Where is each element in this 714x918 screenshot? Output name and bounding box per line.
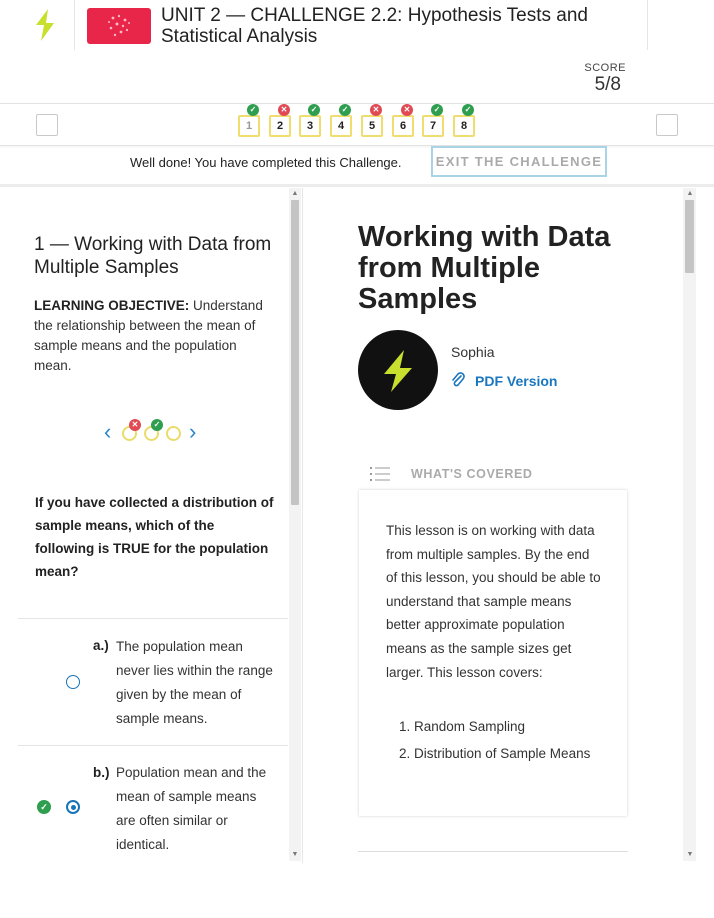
paperclip-icon	[450, 372, 466, 388]
learning-objective	[34, 296, 274, 376]
option-a-radio[interactable]	[66, 675, 80, 689]
check-icon: ✓	[247, 104, 259, 116]
left-scrollbar-thumb[interactable]	[291, 200, 299, 505]
correct-check-icon: ✓	[37, 800, 51, 814]
header-divider-right	[647, 0, 648, 50]
option-a-letter: a.)	[93, 638, 109, 653]
author-avatar	[358, 330, 438, 410]
question-box-4[interactable]: 4	[330, 115, 352, 137]
check-icon: ✓	[308, 104, 320, 116]
objective-text: Understand the relationship between the mean of sample means and the population mean.	[34, 298, 263, 373]
exit-challenge-button[interactable]: EXIT THE CHALLENGE	[431, 146, 607, 177]
check-icon: ✓	[339, 104, 351, 116]
completion-message: Well done! You have completed this Challenge.	[130, 155, 402, 170]
attempt-indicator-3[interactable]	[166, 426, 181, 441]
sophia-logo-icon[interactable]	[32, 8, 58, 42]
list-icon	[370, 466, 390, 482]
scroll-up-icon[interactable]: ▲	[686, 190, 694, 197]
x-icon: ✕	[278, 104, 290, 116]
question-box-1[interactable]: 1	[238, 115, 260, 137]
option-a-text[interactable]: The population mean never lies within the range given by the mean of sample means.	[116, 639, 273, 726]
check-icon: ✓	[151, 419, 163, 431]
x-icon: ✕	[129, 419, 141, 431]
option-b-radio[interactable]	[66, 800, 80, 814]
scroll-down-icon[interactable]: ▼	[291, 851, 299, 858]
question-box-6[interactable]: 6	[392, 115, 414, 137]
right-scrollbar-thumb[interactable]	[685, 200, 694, 273]
question-box-2[interactable]: 2	[269, 115, 291, 137]
option-b-text[interactable]: Population mean and the mean of sample means are often similar or identical.	[116, 765, 267, 852]
scroll-up-icon[interactable]: ▲	[291, 190, 299, 197]
score-value: 5/8	[594, 74, 621, 95]
divider	[18, 618, 288, 619]
whats-covered-label: WHAT'S COVERED	[411, 467, 533, 481]
panel-separator	[302, 188, 303, 863]
check-icon: ✓	[431, 104, 443, 116]
option-b-letter: b.)	[93, 765, 110, 780]
previous-box[interactable]	[36, 114, 58, 136]
lesson-title: Working with Data from Multiple Samples	[358, 221, 611, 315]
next-box[interactable]	[656, 114, 678, 136]
covered-item: 2. Distribution of Sample Means	[414, 742, 634, 766]
x-icon: ✕	[401, 104, 413, 116]
question-box-5[interactable]: 5	[361, 115, 383, 137]
question-text: If you have collected a distribution of sample means, which of the following is TRUE for the population mean?	[35, 495, 274, 579]
scroll-down-icon[interactable]: ▼	[686, 851, 694, 858]
pdf-version-link[interactable]: PDF Version	[475, 373, 558, 389]
page-title: UNIT 2 — CHALLENGE 2.2: Hypothesis Tests and Statistical Analysis	[161, 5, 588, 47]
chevron-right-icon[interactable]: ›	[189, 419, 197, 444]
covered-item: 1. Random Sampling	[414, 715, 634, 739]
covered-topics-list	[386, 715, 634, 769]
check-icon: ✓	[462, 104, 474, 116]
chevron-left-icon[interactable]: ‹	[104, 419, 112, 444]
section-divider	[0, 184, 714, 187]
x-icon: ✕	[370, 104, 382, 116]
author-name: Sophia	[451, 344, 495, 360]
header-divider	[74, 0, 75, 50]
objective-label: LEARNING OBJECTIVE:	[34, 298, 190, 313]
question-topic-heading: 1 — Working with Data from Multiple Samples	[34, 234, 272, 278]
score-label: SCORE	[584, 62, 626, 74]
whats-covered-text: This lesson is on working with data from multiple samples. By the end of this lesson, you should be able to understand that sample means better approximate population means as the sample sizes get larger. This lesson covers:	[386, 523, 601, 680]
divider	[358, 851, 628, 852]
question-box-3[interactable]: 3	[299, 115, 321, 137]
question-box-7[interactable]: 7	[422, 115, 444, 137]
divider	[18, 745, 288, 746]
right-scrollbar[interactable]	[683, 188, 696, 861]
challenge-thumbnail	[87, 8, 151, 44]
question-box-8[interactable]: 8	[453, 115, 475, 137]
question-progress-bar	[0, 103, 714, 146]
